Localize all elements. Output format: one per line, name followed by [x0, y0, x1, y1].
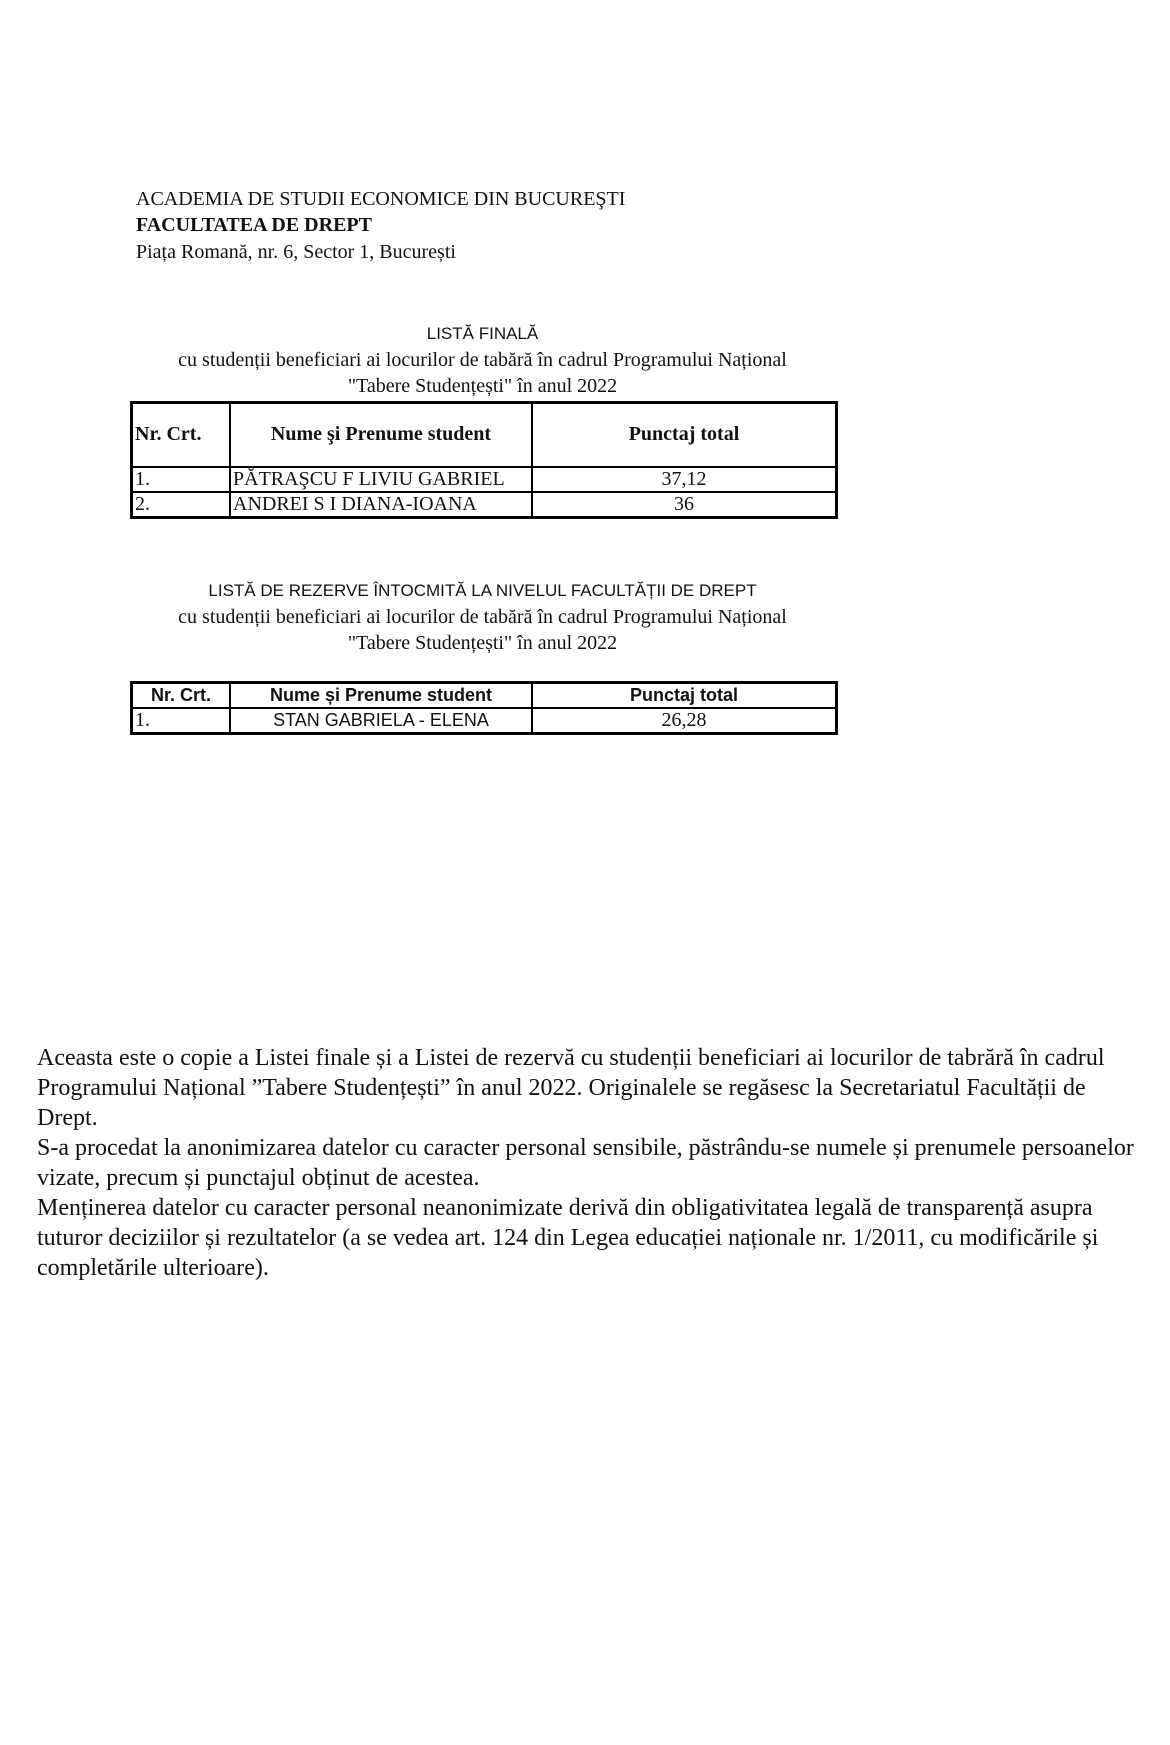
- column-header-name: Nume şi Prenume student: [230, 403, 532, 467]
- note-paragraph-1: Aceasta este o copie a Listei finale și a Listei de rezervă cu studenții beneficiari ai locurilor de tabrără în cadrul Programului Național ”Tabere Studențești” în anul 2022. Originalele se regăsesc la Secretariatul Facultății de Drept.: [37, 1045, 1105, 1131]
- row-name: STAN GABRIELA - ELENA: [230, 708, 532, 734]
- final-list-subtitle-2: "Tabere Studențești" în anul 2022: [347, 375, 618, 397]
- final-list-title-block: [100, 321, 865, 399]
- column-header-score: Punctaj total: [532, 683, 837, 708]
- row-nr: 1.: [132, 708, 231, 734]
- table-row: [132, 492, 837, 518]
- row-score: 36: [532, 492, 837, 518]
- row-nr: 1.: [132, 467, 231, 492]
- column-header-nr: Nr. Crt.: [132, 403, 231, 467]
- disclaimer-note: [37, 1043, 1137, 1283]
- note-paragraph-3: Menținerea datelor cu caracter personal neanonimizate derivă din obligativitatea legală de transparență asupra tuturor deciziilor și rezultatelor (a se vedea art. 124 din Legea educației naționale nr. 1/2011, cu modificările și completările ulterioare).: [37, 1195, 1099, 1281]
- row-name: ANDREI S I DIANA-IOANA: [230, 492, 532, 518]
- table-row: [132, 708, 837, 734]
- row-score: 37,12: [532, 467, 837, 492]
- column-header-name: Nume și Prenume student: [230, 683, 532, 708]
- reserve-list-subtitle-1: cu studenții beneficiari ai locurilor de tabără în cadrul Programului Național: [178, 606, 787, 628]
- faculty-address: Piața Romană, nr. 6, Sector 1, București: [136, 241, 456, 263]
- row-name: PĂTRAŞCU F LIVIU GABRIEL: [230, 467, 532, 492]
- final-list-header-row: [132, 403, 837, 467]
- reserve-list-table: [130, 681, 838, 735]
- table-row: [132, 467, 837, 492]
- reserve-list-title-block: [100, 578, 865, 656]
- reserve-list-header-row: [132, 683, 837, 708]
- institution-name: ACADEMIA DE STUDII ECONOMICE DIN BUCUREŞTI: [136, 188, 626, 210]
- reserve-list-subtitle-2: "Tabere Studențești" în anul 2022: [347, 632, 618, 654]
- faculty-name: FACULTATEA DE DREPT: [136, 214, 372, 236]
- note-paragraph-2: S-a procedat la anonimizarea datelor cu caracter personal sensibile, păstrându-se numele și prenumele persoanelor vizate, precum și punctajul obținut de acestea.: [37, 1135, 1134, 1191]
- row-score: 26,28: [532, 708, 837, 734]
- final-list-title: LISTĂ FINALĂ: [426, 324, 539, 343]
- column-header-nr: Nr. Crt.: [132, 683, 231, 708]
- reserve-list-title: LISTĂ DE REZERVE ÎNTOCMITĂ LA NIVELUL FACULTĂȚII DE DREPT: [208, 581, 757, 600]
- final-list-subtitle-1: cu studenții beneficiari ai locurilor de tabără în cadrul Programului Național: [178, 349, 787, 371]
- column-header-score: Punctaj total: [532, 403, 837, 467]
- final-list-table: [130, 401, 838, 519]
- row-nr: 2.: [132, 492, 231, 518]
